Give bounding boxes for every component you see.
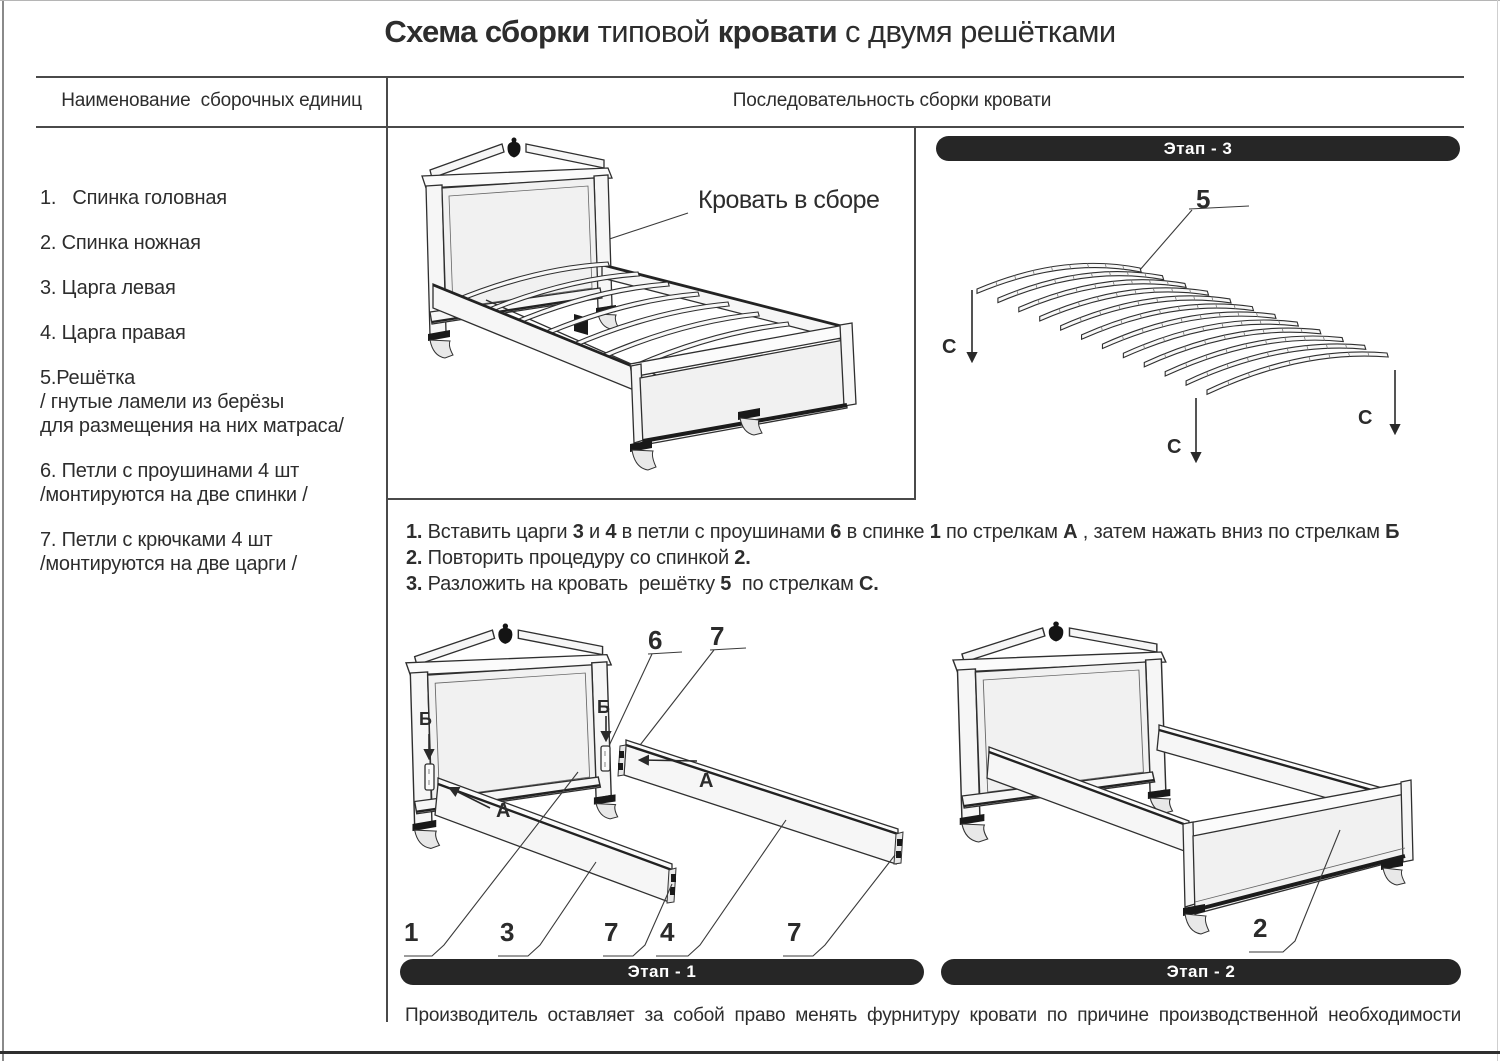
- arrow-letter-a-rail3: А: [496, 800, 511, 822]
- parts-list-item: 3. Царга левая: [40, 277, 176, 299]
- callout-2: 2: [1253, 913, 1268, 943]
- stage1-banner-label: Этап - 1: [627, 962, 697, 981]
- stage2-banner-label: Этап - 2: [1166, 962, 1236, 981]
- parts-list-item: 4. Царга правая: [40, 322, 186, 344]
- parts-list-item: 5.Решётка / гнутые ламели из берёзы для размещения на них матраса/: [40, 367, 344, 437]
- stage1-drawing: [398, 612, 930, 958]
- hinge-plate-right: [601, 746, 610, 771]
- arrow-letter-c-2: С: [1167, 436, 1182, 458]
- parts-list-item: 7. Петли с крючками 4 шт /монтируются на две царги /: [40, 529, 297, 575]
- instruction-line: 2. Повторить процедуру со спинкой 2.: [406, 547, 751, 569]
- assembly-instructions: [406, 519, 1456, 597]
- rail-4: [618, 740, 903, 864]
- footboard-shape: [630, 323, 856, 470]
- page-border-right: [1497, 0, 1498, 1061]
- callout-1: 1: [404, 917, 419, 947]
- footboard-shape: [1183, 780, 1413, 934]
- callout-3: 3: [500, 917, 515, 947]
- footer-note: Производитель оставляет за собой право менять фурнитуру кровати по причине производственной необходимости: [405, 1005, 1461, 1026]
- instruction-line: 1. Вставить царги 3 и 4 в петли с проушинами 6 в спинке 1 по стрелкам А , затем нажать вниз по стрелкам Б: [406, 521, 1400, 543]
- stage3-banner: [936, 136, 1460, 161]
- title-segment: типовой: [597, 14, 718, 49]
- parts-list-item: 2. Спинка ножная: [40, 232, 201, 254]
- title-segment: Схема сборки: [384, 14, 598, 49]
- parts-list-item: 6. Петли с проушинами 4 шт /монтируются на две спинки /: [40, 460, 308, 506]
- callout-7a: 7: [604, 917, 619, 947]
- assembled-bed-label: Кровать в сборе: [698, 186, 880, 214]
- header-rule-top: [36, 76, 1464, 78]
- callout-4: 4: [660, 917, 675, 947]
- label-part-7-top: 7: [710, 621, 725, 651]
- arrow-letter-b-left: Б: [419, 709, 432, 729]
- callout-7b: 7: [787, 917, 802, 947]
- arrow-a-rail4: [640, 760, 697, 761]
- rail-3: [435, 778, 676, 903]
- slat-grid-drawing: [935, 163, 1465, 515]
- stage1-banner: [400, 959, 924, 985]
- assembled-bed-drawing: [388, 128, 913, 497]
- stage3-banner-label: Этап - 3: [1163, 138, 1233, 158]
- title-segment: с двумя решётками: [837, 14, 1116, 49]
- instruction-line: 3. Разложить на кровать решётку 5 по стрелкам С.: [406, 573, 879, 595]
- arrow-letter-a-rail4: А: [699, 770, 714, 792]
- label-part-5: 5: [1196, 184, 1211, 214]
- page-title: [0, 14, 1500, 50]
- column-header-parts: Наименование сборочных единиц: [61, 90, 362, 111]
- title-segment: кровати: [717, 14, 838, 49]
- stage2-drawing: [943, 612, 1465, 958]
- arrow-letter-c-3: С: [1358, 407, 1373, 429]
- parts-list: [40, 165, 385, 576]
- page-bottom-rule: [0, 1051, 1500, 1054]
- arrow-letter-b-right: Б: [597, 697, 610, 717]
- label-part-6: 6: [648, 625, 663, 655]
- column-header-sequence: Последовательность сборки кровати: [732, 90, 1052, 111]
- stage2-banner: [941, 959, 1461, 985]
- page-border-top: [0, 0, 1500, 1]
- arrow-letter-c-1: С: [942, 336, 957, 358]
- hinge-plate-left: [425, 764, 434, 790]
- page-border-left: [2, 0, 4, 1061]
- parts-list-item: 1. Спинка головная: [40, 187, 227, 209]
